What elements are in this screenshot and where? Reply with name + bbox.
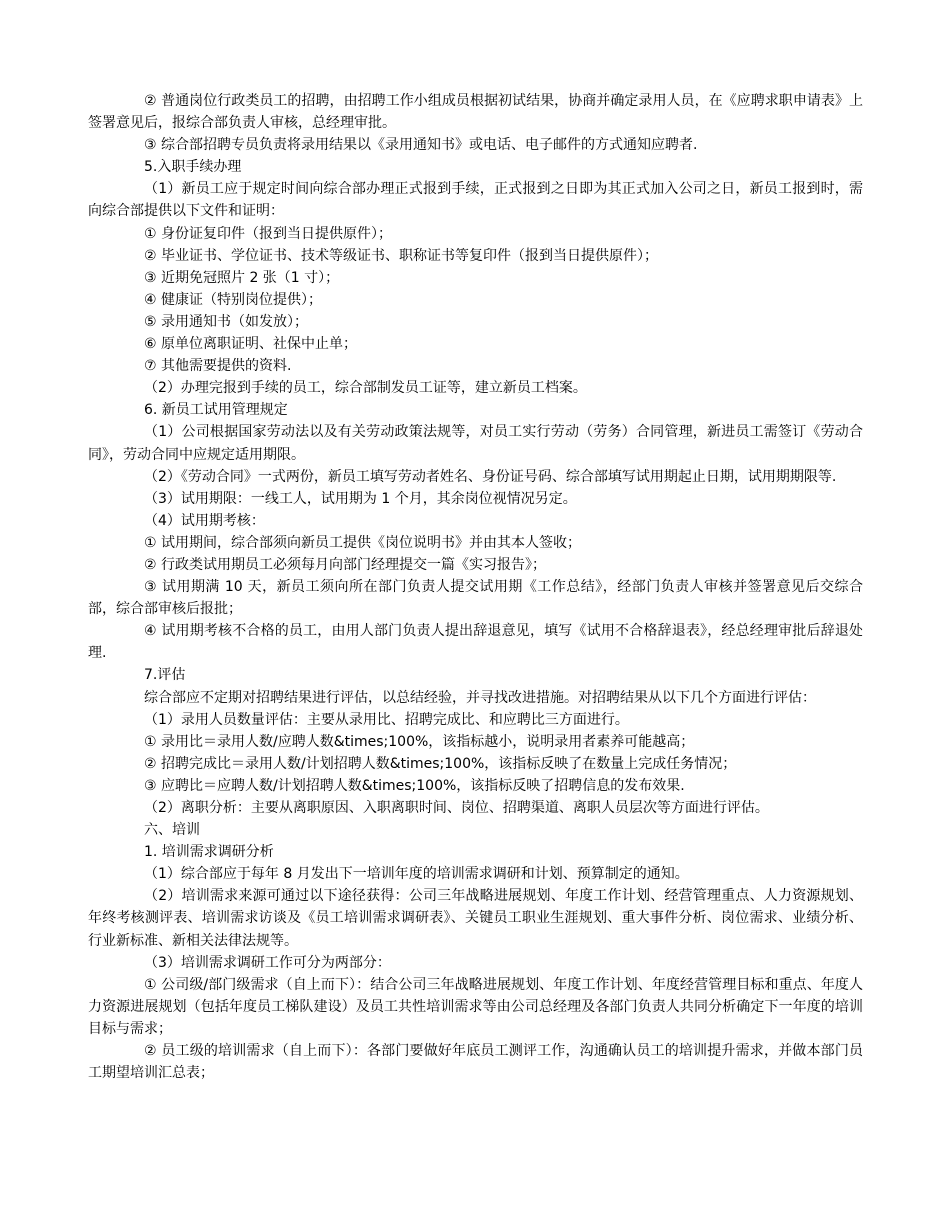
paragraph-31: （1）综合部应于每年 8 月发出下一培训年度的培训需求调研和计划、预算制定的通知。	[144, 866, 689, 883]
list-item: ③ 近期免冠照片 2 张（1 寸）；	[144, 269, 340, 286]
paragraph-32: （2）培训需求来源可通过以下途径获得：公司三年战略进展规划、年度工作计划、经营管理重点、人力资源规划、年终考核测评表、培训需求访谈及《员工培训需求调研表》、关键员工职业生涯规划、重大事件分析、岗位需求、业绩分析、行业新标准、新相关法律法规等。	[88, 888, 863, 949]
list-item: ③ 试用期满 10 天，新员工须向所在部门负责人提交试用期《工作总结》，经部门负责人审核并签署意见后交综合部，综合部审核后报批；	[88, 579, 863, 618]
paragraph-12: （2）办理完报到手续的员工，综合部制发员工证等，建立新员工档案。	[144, 380, 587, 397]
paragraph-15: （2）《劳动合同》一式两份，新员工填写劳动者姓名、身份证号码、综合部填写试用期起止日期，试用期期限等.	[144, 468, 837, 485]
paragraph-23: 综合部应不定期对招聘结果进行评估，以总结经验，并寻找改进措施。对招聘结果从以下几个方面进行评估：	[144, 689, 816, 706]
list-item: ① 录用比＝录用人数/应聘人数&times;100%，该指标越小，说明录用者素养可能越高；	[144, 733, 695, 750]
paragraph-1: ② 普通岗位行政类员工的招聘，由招聘工作小组成员根据初试结果，协商并确定录用人员，在《应聘求职申请表》上签署意见后，报综合部负责人审核，总经理审批。	[88, 93, 863, 132]
document-body	[88, 90, 863, 1084]
list-item: ③ 应聘比＝应聘人数/计划招聘人数&times;100%，该指标反映了招聘信息的发布效果.	[144, 777, 685, 794]
paragraph-16: （3）试用期限：一线工人，试用期为 1 个月，其余岗位视情况另定。	[144, 490, 577, 507]
list-item: ② 招聘完成比＝录用人数/计划招聘人数&times;100%，该指标反映了在数量上完成任务情况；	[144, 755, 737, 772]
paragraph-14: （1）公司根据国家劳动法以及有关劳动政策法规等，对员工实行劳动（劳务）合同管理，新进员工需签订《劳动合同》，劳动合同中应规定适用期限。	[88, 424, 863, 463]
paragraph-24: （1）录用人员数量评估：主要从录用比、招聘完成比、和应聘比三方面进行。	[144, 711, 629, 728]
list-item: ① 身份证复印件（报到当日提供原件）；	[144, 225, 392, 242]
section-heading-6: 6. 新员工试用管理规定	[144, 402, 288, 419]
section-heading-1: 1. 培训需求调研分析	[144, 844, 274, 861]
list-item: ④ 健康证（特别岗位提供）；	[144, 291, 323, 308]
list-item: ② 员工级的培训需求（自上而下）：各部门要做好年底员工测评工作，沟通确认员工的培训提升需求，并做本部门员工期望培训汇总表；	[88, 1043, 863, 1082]
paragraph-4: （1）新员工应于规定时间向综合部办理正式报到手续，正式报到之日即为其正式加入公司之日，新员工报到时，需向综合部提供以下文件和证明：	[88, 181, 863, 220]
list-item: ⑦ 其他需要提供的资料.	[144, 358, 292, 375]
list-item: ② 行政类试用期员工必须每月向部门经理提交一篇《实习报告》；	[144, 556, 546, 573]
chapter-heading-training: 六、培训	[144, 822, 200, 839]
list-item: ① 试用期间，综合部须向新员工提供《岗位说明书》并由其本人签收；	[144, 534, 581, 551]
list-item: ⑤ 录用通知书（如发放）；	[144, 313, 309, 330]
section-heading-5: 5.入职手续办理	[144, 159, 242, 176]
paragraph-28: （2）离职分析：主要从离职原因、入职离职时间、岗位、招聘渠道、离职人员层次等方面进行评估。	[144, 800, 769, 816]
list-item: ② 毕业证书、学位证书、技术等级证书、职称证书等复印件（报到当日提供原件）；	[144, 247, 658, 264]
section-heading-7: 7.评估	[144, 667, 186, 684]
paragraph-33: （3）培训需求调研工作可分为两部分：	[144, 954, 391, 971]
paragraph-2: ③ 综合部招聘专员负责将录用结果以《录用通知书》或电话、电子邮件的方式通知应聘者.	[144, 137, 698, 154]
list-item: ⑥ 原单位离职证明、社保中止单；	[144, 336, 358, 353]
list-item: ④ 试用期考核不合格的员工，由用人部门负责人提出辞退意见，填写《试用不合格辞退表》，经总经理审批后辞退处理.	[88, 623, 863, 662]
paragraph-17: （4）试用期考核：	[144, 512, 265, 529]
list-item: ① 公司级/部门级需求（自上而下）：结合公司三年战略进展规划、年度工作计划、年度经营管理目标和重点、年度人力资源进展规划（包括年度员工梯队建设）及员工共性培训需求等由公司总经理及各部门负责人共同分析确定下一年度的培训目标与需求；	[88, 976, 863, 1037]
